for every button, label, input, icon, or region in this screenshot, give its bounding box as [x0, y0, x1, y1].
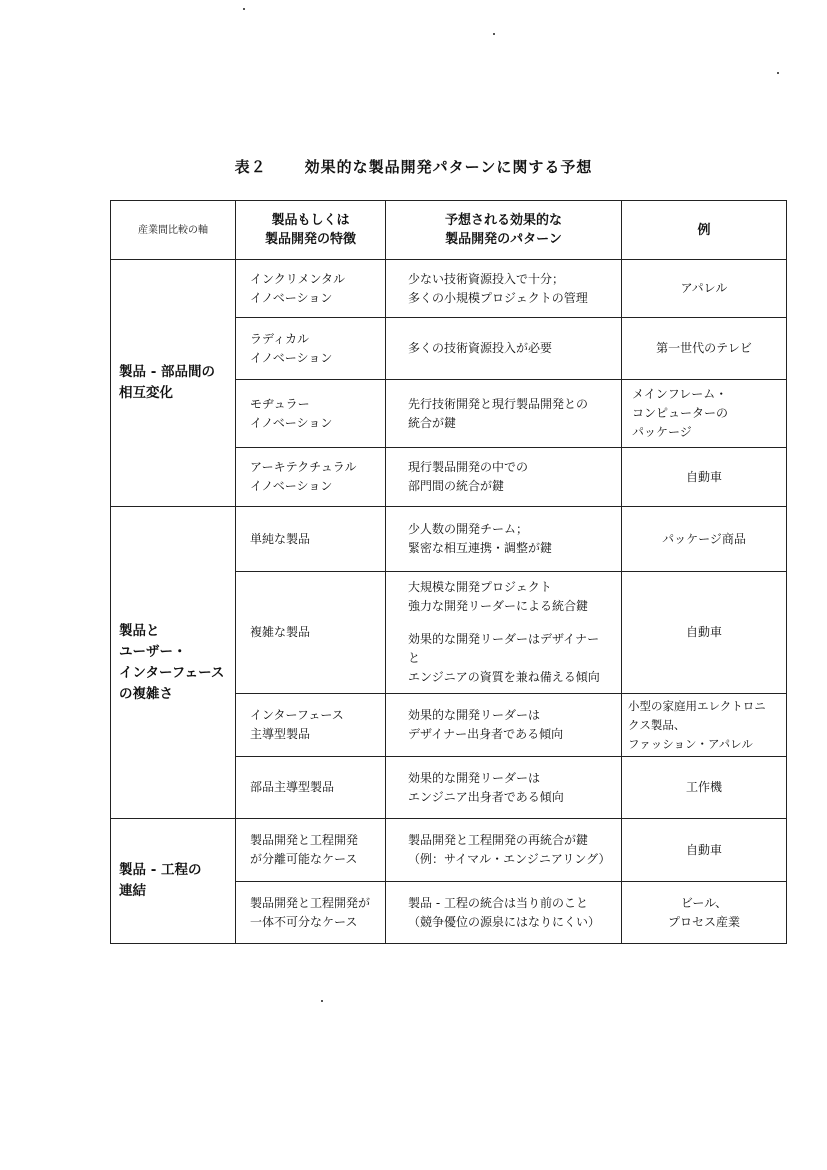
- example-cell: 小型の家庭用エレクトロニ クス製品、 ファッション・アパレル: [622, 694, 787, 757]
- example-cell: アパレル: [622, 260, 787, 318]
- pattern-cell: 多くの技術資源投入が必要: [386, 318, 622, 380]
- pattern-cell: 製品 - 工程の統合は当り前のこと （競争優位の源泉にはなりにくい）: [386, 882, 622, 944]
- header-pattern: 予想される効果的な 製品開発のパターン: [386, 201, 622, 260]
- axis-cell: 製品と ユーザー・ インターフェースの複雑さ: [111, 507, 236, 819]
- example-cell: 自動車: [622, 448, 787, 507]
- pattern-cell: 少人数の開発チーム； 緊密な相互連携・調整が鍵: [386, 507, 622, 572]
- feature-cell: 単純な製品: [236, 507, 386, 572]
- pattern-text: 効果的な開発リーダーはデザイナーと エンジニアの資質を兼ね備える傾向: [408, 632, 600, 684]
- table-row: [111, 507, 787, 572]
- table-row: [111, 819, 787, 882]
- scan-speck: [321, 1000, 323, 1002]
- table-title: [0, 156, 827, 177]
- pattern-cell: 製品開発と工程開発の再統合が鍵 （例：サイマル・エンジニアリング）: [386, 819, 622, 882]
- example-cell: メインフレーム・ コンピューターの パッケージ: [622, 380, 787, 448]
- feature-cell: 部品主導型製品: [236, 757, 386, 819]
- example-cell: 自動車: [622, 819, 787, 882]
- feature-cell: ラディカル イノベーション: [236, 318, 386, 380]
- example-cell: 工作機: [622, 757, 787, 819]
- feature-cell: インターフェース 主導型製品: [236, 694, 386, 757]
- pattern-cell: 効果的な開発リーダーは デザイナー出身者である傾向: [386, 694, 622, 757]
- scan-speck: [493, 33, 495, 35]
- axis-cell: 製品 - 部品間の 相互変化: [111, 260, 236, 507]
- axis-cell: 製品 - 工程の 連結: [111, 819, 236, 944]
- example-cell: パッケージ商品: [622, 507, 787, 572]
- pattern-text: 大規模な開発プロジェクト 強力な開発リーダーによる統合鍵: [408, 580, 589, 613]
- feature-cell: インクリメンタル イノベーション: [236, 260, 386, 318]
- pattern-cell: 先行技術開発と現行製品開発との 統合が鍵: [386, 380, 622, 448]
- prediction-table: [110, 200, 787, 944]
- example-cell: 第一世代のテレビ: [622, 318, 787, 380]
- scan-speck: [243, 8, 245, 10]
- pattern-cell: 少ない技術資源投入で十分； 多くの小規模プロジェクトの管理: [386, 260, 622, 318]
- feature-cell: アーキテクチュラル イノベーション: [236, 448, 386, 507]
- table-row: [111, 260, 787, 318]
- header-example: 例: [622, 201, 787, 260]
- feature-cell: 複雑な製品: [236, 572, 386, 694]
- feature-cell: 製品開発と工程開発 が分離可能なケース: [236, 819, 386, 882]
- table-title-text: 効果的な製品開発パターンに関する予想: [304, 158, 593, 176]
- pattern-cell: 現行製品開発の中での 部門間の統合が鍵: [386, 448, 622, 507]
- table-number: 表２: [234, 158, 267, 176]
- header-axis: 産業間比較の軸: [111, 201, 236, 260]
- header-row: [111, 201, 787, 260]
- example-cell: ビール、 プロセス産業: [622, 882, 787, 944]
- feature-cell: 製品開発と工程開発が 一体不可分なケース: [236, 882, 386, 944]
- header-feature: 製品もしくは 製品開発の特徴: [236, 201, 386, 260]
- scan-speck: [777, 72, 779, 74]
- feature-cell: モヂュラー イノベーション: [236, 380, 386, 448]
- pattern-cell: 効果的な開発リーダーは エンジニア出身者である傾向: [386, 757, 622, 819]
- pattern-cell: [386, 572, 622, 694]
- example-cell: 自動車: [622, 572, 787, 694]
